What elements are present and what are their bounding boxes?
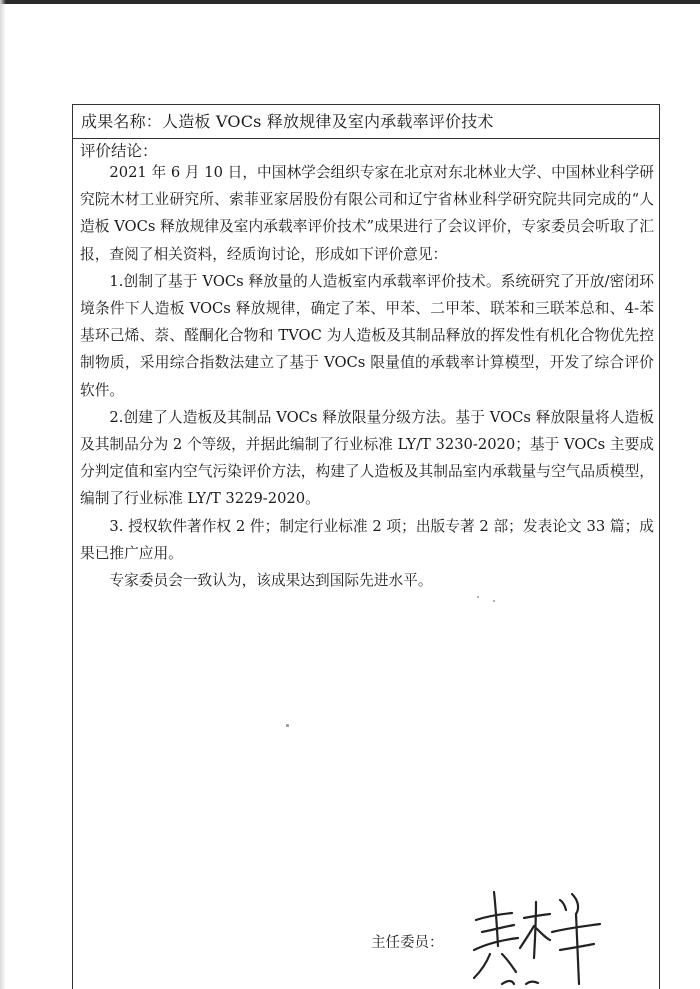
paragraph-final-opinion: 专家委员会一致认为，该成果达到国际先进水平。 <box>109 572 433 590</box>
scan-edge-left <box>0 0 6 989</box>
paragraph-point-3: 3. 授权软件著作权 2 件；制定行业标准 2 项；出版专著 2 部；发表论文 33 篇；成果已推广应用。 <box>80 517 654 562</box>
signature-icon <box>468 880 638 989</box>
scan-speck <box>477 596 479 598</box>
paragraph-intro: 2021 年 6 月 10 日，中国林学会组织专家在北京对东北林业大学、中国林业科学研究院木材工业研究所、索菲亚家居股份有限公司和辽宁省林业科学研究院共同完成的“人造板 VOCs 释放规律及室内承载率评价技术”成果进行了会议评价，专家委员会听取了汇报，查阅了相关资料，经质询讨论，形成如下评价意见： <box>80 164 654 263</box>
scan-speck <box>493 600 495 602</box>
conclusion-content <box>80 159 654 594</box>
paragraph-point-2: 2.创建了人造板及其制品 VOCs 释放限量分级方法。基于 VOCs 释放限量将人造板及其制品分为 2 个等级，并据此编制了行业标准 LY/T 3230-2020；基于 VOCs 主要成分判定值和室内空气污染评价方法，构建了人造板及其制品室内承载量与空气品质模型，编制了行业标准 LY/T 3229-2020。 <box>80 408 654 508</box>
achievement-title-row <box>73 105 659 139</box>
scan-edge-top <box>0 0 700 4</box>
title-label: 成果名称： <box>81 112 163 131</box>
signature-label: 主任委员： <box>371 935 444 951</box>
conclusion-heading: 评价结论： <box>80 142 158 160</box>
scan-speck <box>286 724 289 727</box>
achievement-title: 人造板 VOCs 释放规律及室内承载率评价技术 <box>162 112 494 131</box>
paragraph-point-1: 1.创制了基于 VOCs 释放量的人造板室内承载率评价技术。系统研究了开放/密闭环境条件下人造板 VOCs 释放规律，确定了苯、甲苯、二甲苯、联苯和三联苯总和、4-苯基环己烯、萘、醛酮化合物和 TVOC 为人造板及其制品释放的挥发性有机化合物优先控制物质，采用综合指数法建立了基于 VOCs 限量值的承载率计算模型，开发了综合评价软件。 <box>80 272 654 399</box>
